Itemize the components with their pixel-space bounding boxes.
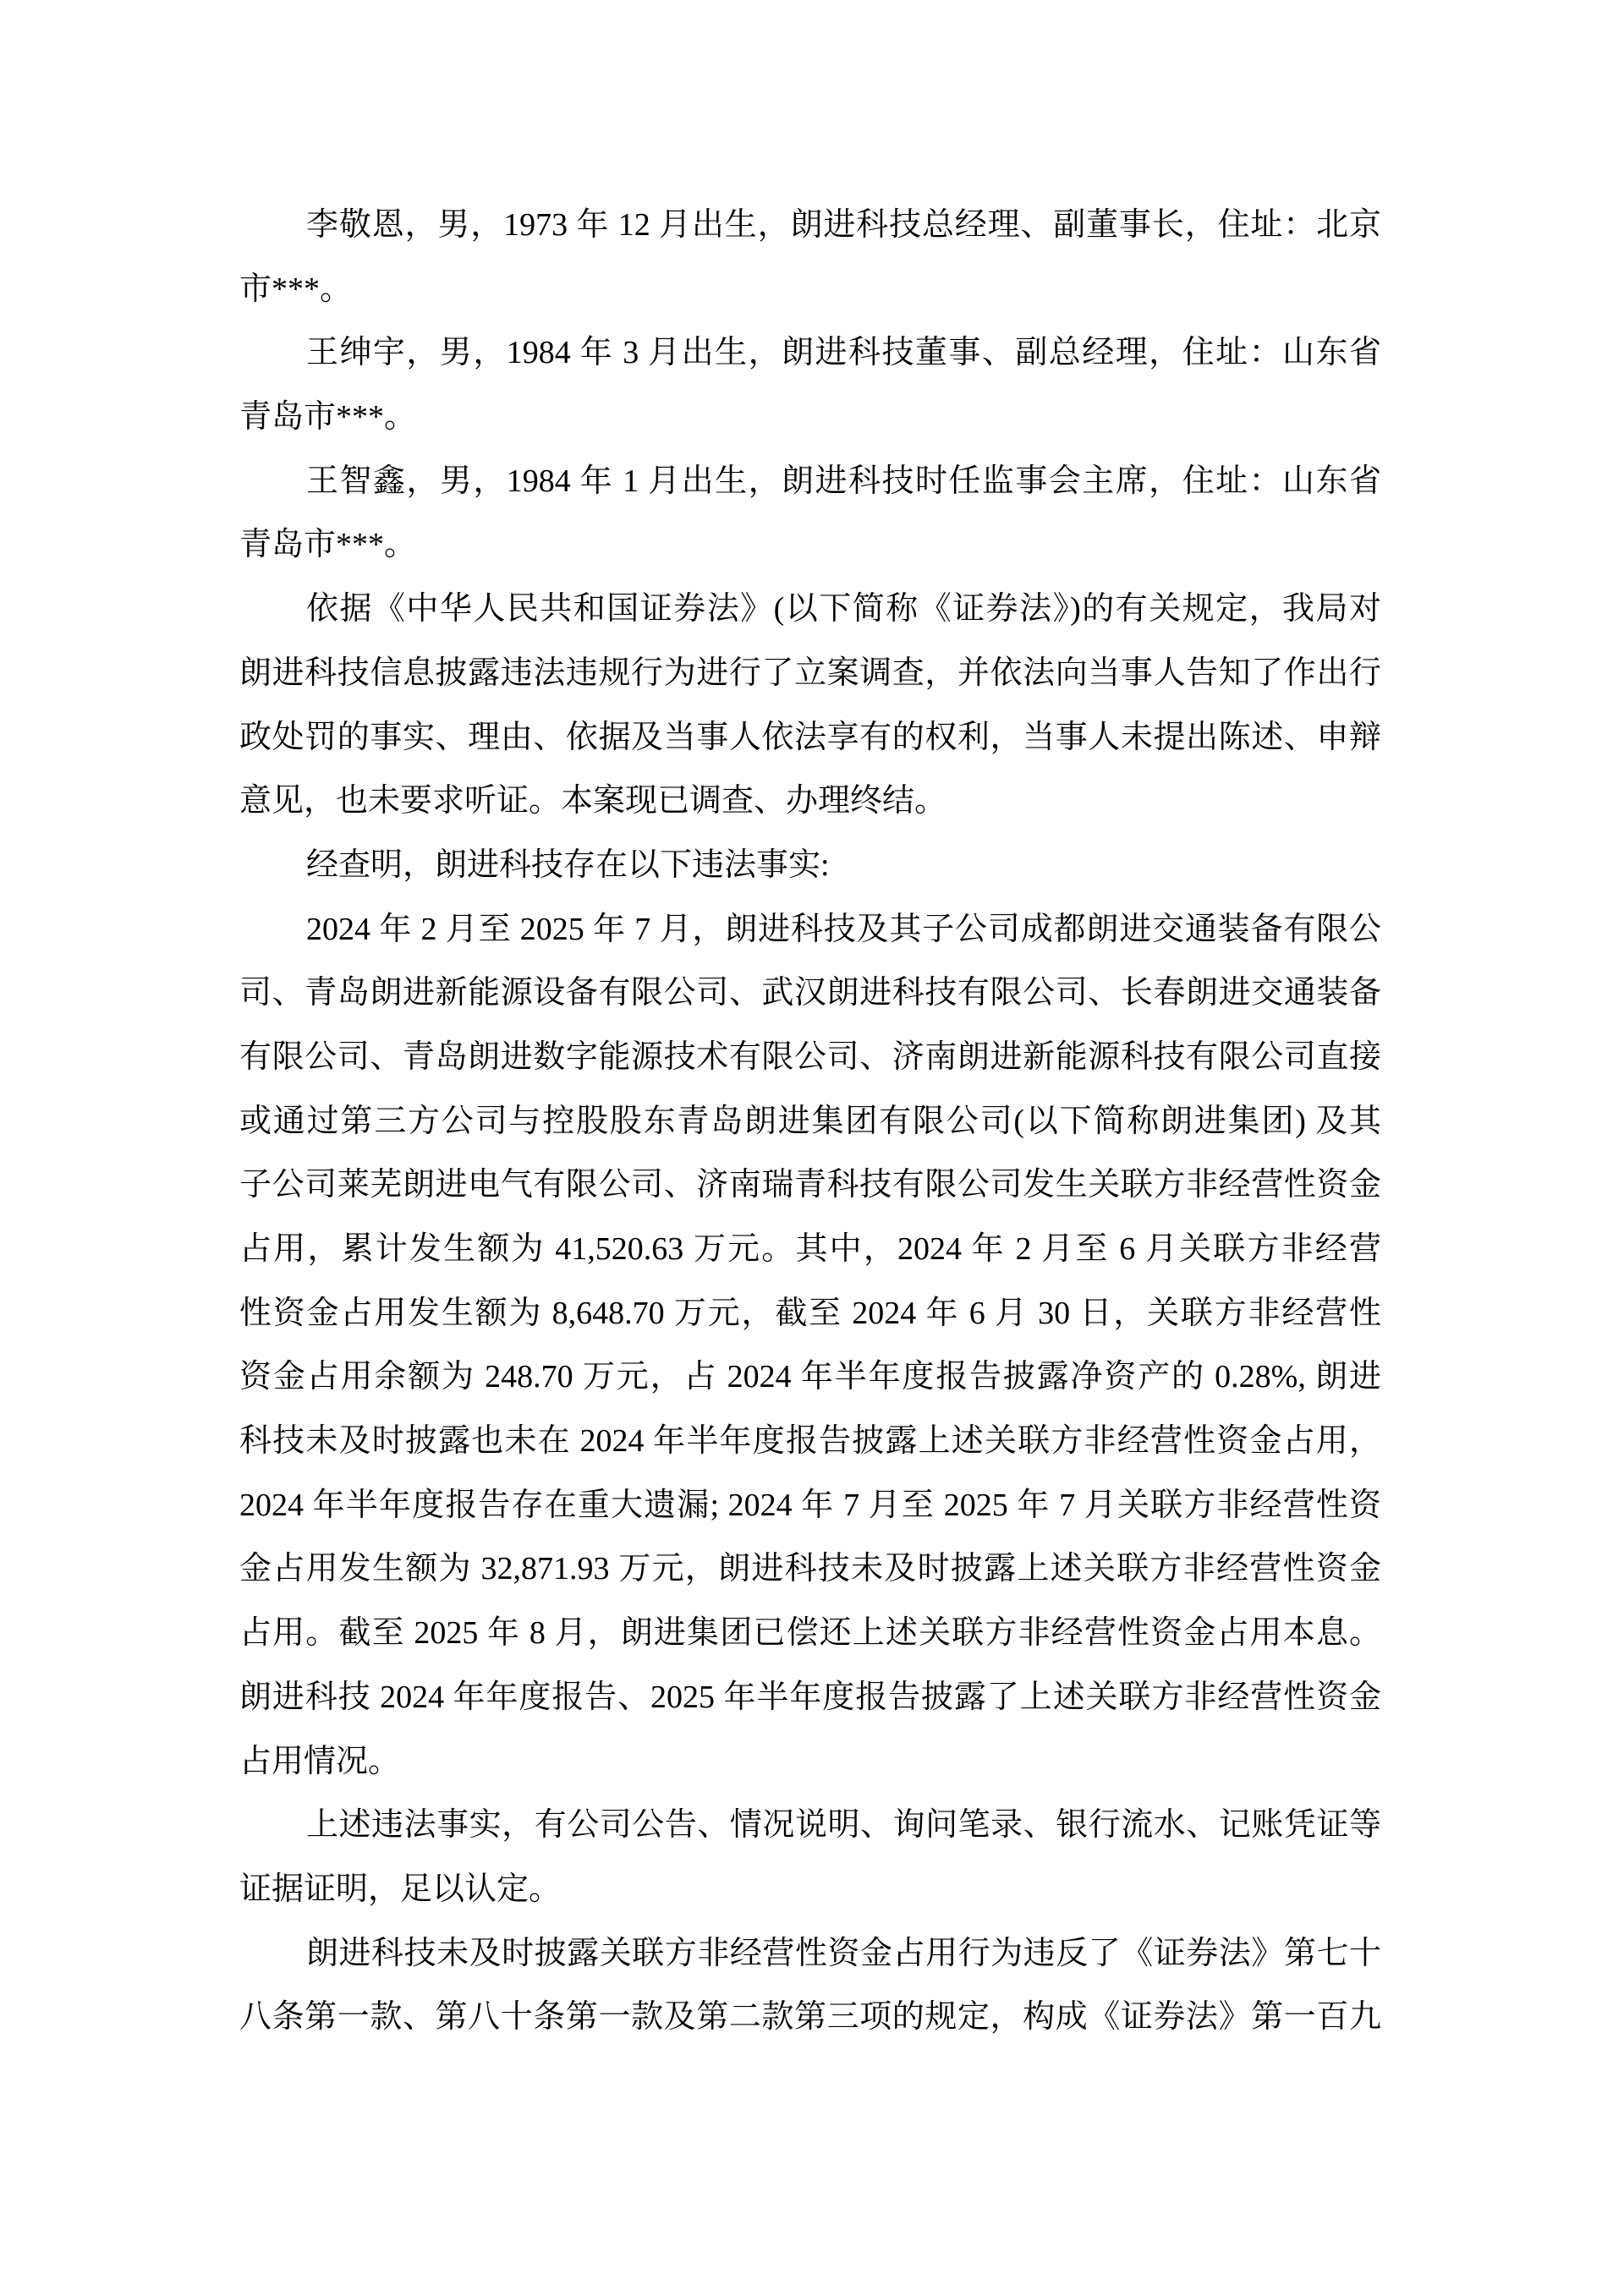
text-line: 政处罚的事实、理由、依据及当事人依法享有的权利，当事人未提出陈述、申辩 bbox=[239, 719, 1381, 755]
text-line: 有限公司、青岛朗进数字能源技术有限公司、济南朗进新能源科技有限公司直接 bbox=[239, 1038, 1381, 1075]
text-line: 上述违法事实，有公司公告、情况说明、询问笔录、银行流水、记账凭证等 bbox=[306, 1807, 1381, 1844]
text-line: 李敬恩，男，1973 年 12 月出生，朗进科技总经理、副董事长，住址：北京 bbox=[306, 207, 1381, 243]
text-line: 意见，也未要求听证。本案现已调查、办理终结。 bbox=[239, 783, 947, 819]
text-line: 子公司莱芜朗进电气有限公司、济南瑞青科技有限公司发生关联方非经营性资金 bbox=[239, 1167, 1381, 1203]
text-line: 2024 年 2 月至 2025 年 7 月，朗进科技及其子公司成都朗进交通装备有限公 bbox=[306, 911, 1381, 947]
text-line: 朗进科技未及时披露关联方非经营性资金占用行为违反了《证券法》第七十 bbox=[306, 1935, 1381, 1971]
text-line: 青岛市***。 bbox=[239, 527, 417, 563]
text-line: 朗进科技 2024 年年度报告、2025 年半年度报告披露了上述关联方非经营性资金 bbox=[239, 1679, 1381, 1715]
text-line: 占用情况。 bbox=[239, 1743, 401, 1779]
text-line: 金占用发生额为 32,871.93 万元，朗进科技未及时披露上述关联方非经营性资金 bbox=[239, 1551, 1381, 1587]
text-line: 或通过第三方公司与控股股东青岛朗进集团有限公司(以下简称朗进集团) 及其 bbox=[239, 1103, 1381, 1139]
text-line: 市***。 bbox=[239, 271, 353, 307]
text-line: 2024 年半年度报告存在重大遗漏; 2024 年 7 月至 2025 年 7 月关联方非经营性资 bbox=[239, 1487, 1381, 1523]
text-line: 司、青岛朗进新能源设备有限公司、武汉朗进科技有限公司、长春朗进交通装备 bbox=[239, 975, 1381, 1011]
text-line: 资金占用余额为 248.70 万元，占 2024 年半年度报告披露净资产的 0.28%, 朗进 bbox=[239, 1359, 1381, 1395]
text-line: 占用，累计发生额为 41,520.63 万元。其中，2024 年 2 月至 6 月关联方非经营 bbox=[239, 1231, 1381, 1267]
text-line: 依据《中华人民共和国证券法》(以下简称《证券法》)的有关规定，我局对 bbox=[306, 591, 1381, 627]
text-line: 八条第一款、第八十条第一款及第二款第三项的规定，构成《证券法》第一百九 bbox=[239, 1999, 1381, 2036]
text-line: 经查明，朗进科技存在以下违法事实: bbox=[306, 847, 830, 883]
text-line: 青岛市***。 bbox=[239, 399, 417, 436]
text-line: 性资金占用发生额为 8,648.70 万元，截至 2024 年 6 月 30 日，关联方非经营性 bbox=[239, 1295, 1381, 1331]
text-line: 占用。截至 2025 年 8 月，朗进集团已偿还上述关联方非经营性资金占用本息。 bbox=[239, 1615, 1381, 1652]
text-line: 证据证明，足以认定。 bbox=[239, 1871, 562, 1907]
text-line: 朗进科技信息披露违法违规行为进行了立案调查，并依法向当事人告知了作出行 bbox=[239, 655, 1381, 691]
text-line: 王智鑫，男，1984 年 1 月出生，朗进科技时任监事会主席，住址：山东省 bbox=[306, 463, 1381, 499]
text-line: 科技未及时披露也未在 2024 年半年度报告披露上述关联方非经营性资金占用， bbox=[239, 1423, 1381, 1460]
text-line: 王绅宇，男，1984 年 3 月出生，朗进科技董事、副总经理，住址：山东省 bbox=[306, 335, 1381, 371]
document-body bbox=[239, 194, 1381, 2050]
